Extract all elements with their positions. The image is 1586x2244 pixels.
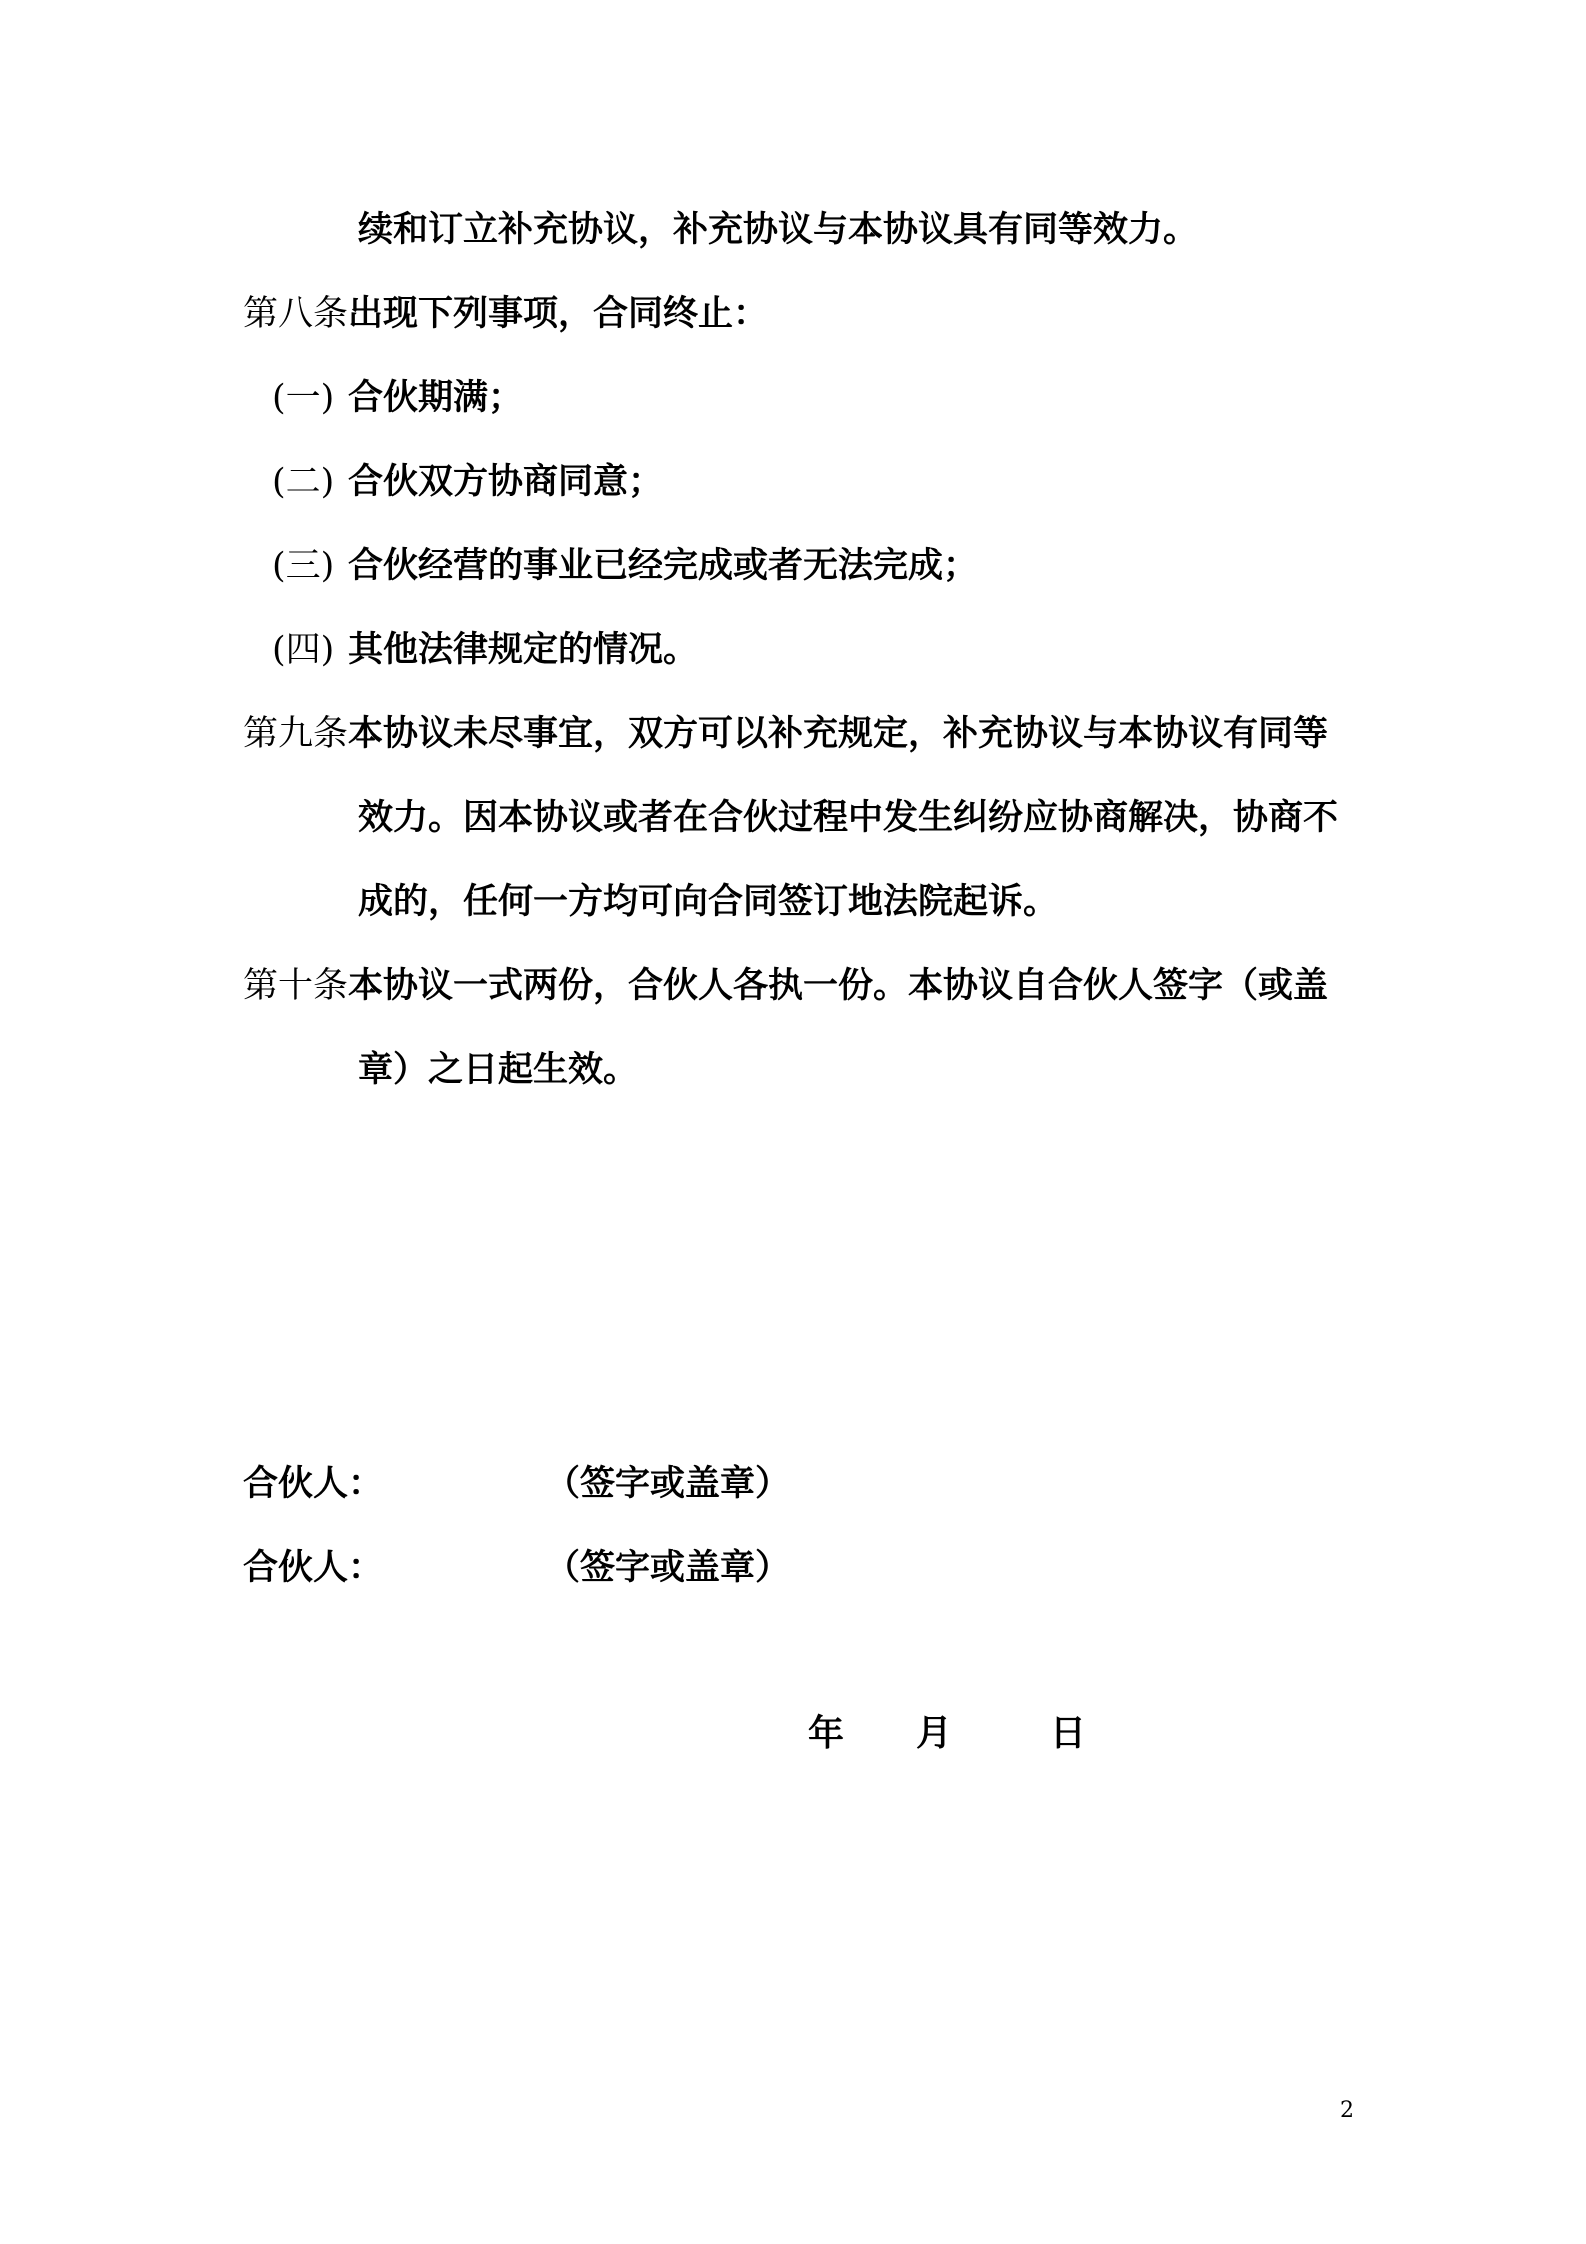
article8-heading — [243, 292, 768, 336]
page-number: 2 — [1340, 2098, 1354, 2123]
partner-label-1: 合伙人： — [243, 1464, 384, 1504]
item-number: (四) — [272, 630, 335, 670]
article8-item-1 — [272, 376, 523, 420]
signature-note-1: （签字或盖章） — [545, 1464, 791, 1504]
item-text: 其他法律规定的情况。 — [348, 630, 699, 670]
article8-label: 第八条 — [243, 294, 349, 334]
article9-line-3: 成的，任何一方均可向合同签订地法院起诉。 — [358, 882, 1059, 922]
signature-note-2: （签字或盖章） — [545, 1548, 791, 1588]
item-text: 合伙经营的事业已经完成或者无法完成； — [348, 546, 979, 586]
article10-line-1: 本协议一式两份，合伙人各执一份。本协议自合伙人签字（或盖 — [348, 966, 1329, 1006]
article10-label: 第十条 — [243, 966, 349, 1006]
item-number: (一) — [272, 378, 335, 418]
article10-line-2: 章）之日起生效。 — [358, 1050, 639, 1090]
article10-heading — [243, 964, 1328, 1008]
article9-line-2: 效力。因本协议或者在合伙过程中发生纠纷应协商解决，协商不 — [358, 798, 1339, 838]
article8-item-4 — [272, 628, 698, 672]
article8-item-3 — [272, 544, 978, 588]
article8-text: 出现下列事项，合同终止： — [348, 294, 769, 334]
article9-label: 第九条 — [243, 714, 349, 754]
item-number: (二) — [272, 462, 335, 502]
article7-continuation: 续和订立补充协议，补充协议与本协议具有同等效力。 — [358, 210, 1199, 250]
date-year: 年 — [808, 1713, 845, 1754]
partner-label-2: 合伙人： — [243, 1548, 384, 1588]
item-text: 合伙期满； — [348, 378, 524, 418]
item-number: (三) — [272, 546, 335, 586]
item-text: 合伙双方协商同意； — [348, 462, 664, 502]
article9-heading — [243, 712, 1328, 756]
article8-item-2 — [272, 460, 663, 504]
date-month: 月 — [916, 1713, 953, 1754]
article9-line-1: 本协议未尽事宜，双方可以补充规定，补充协议与本协议有同等 — [348, 714, 1329, 754]
date-day: 日 — [1050, 1713, 1087, 1754]
